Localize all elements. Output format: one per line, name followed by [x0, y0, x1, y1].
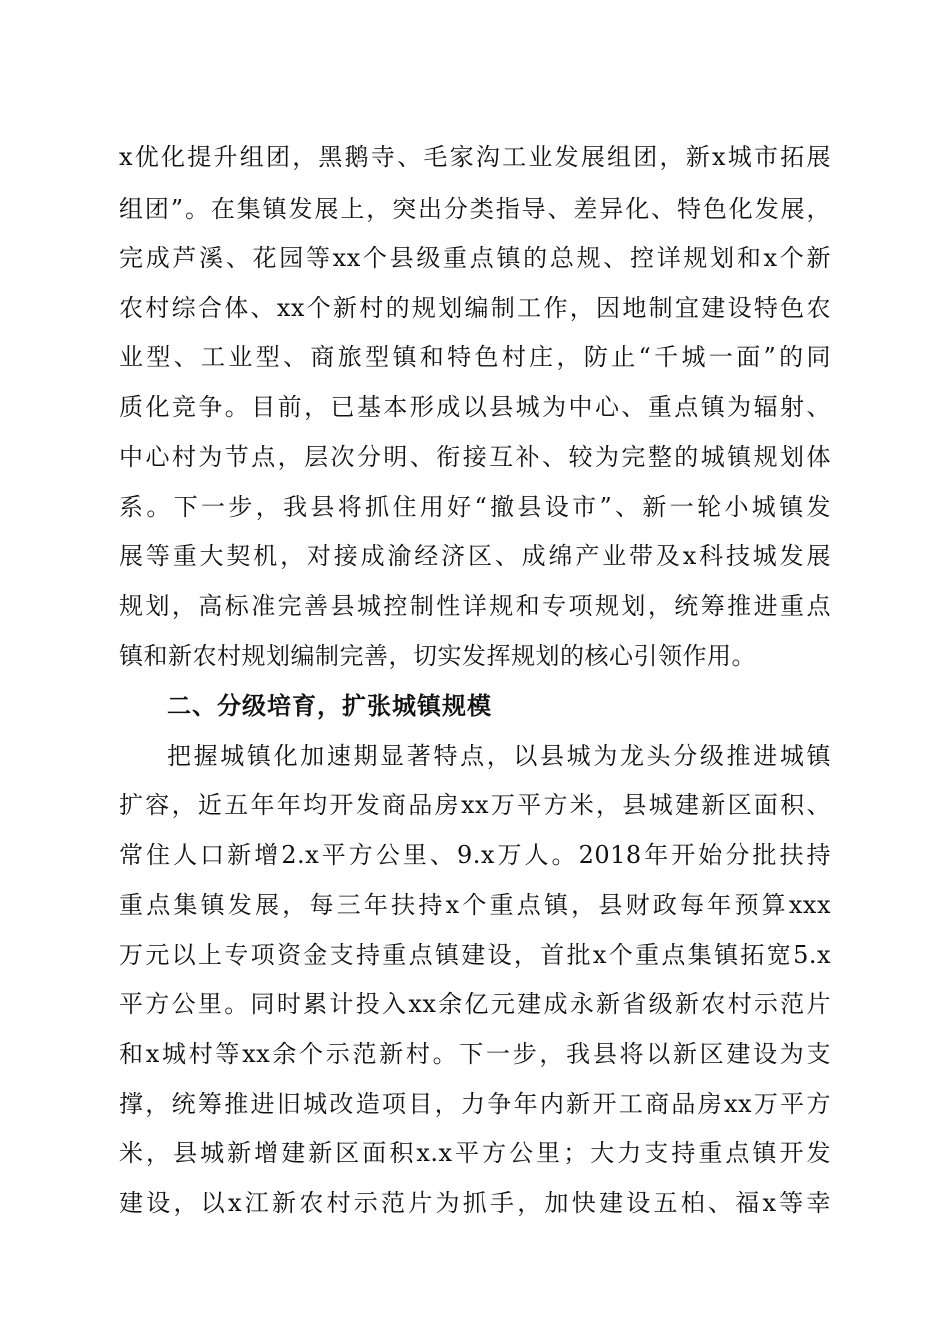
paragraph-1-line: 质化竞争。目前，已基本形成以县城为中心、重点镇为辐射、 — [119, 393, 831, 421]
paragraph-1-line: 展等重大契机，对接成渝经济区、成绵产业带及x科技城发展 — [119, 542, 831, 570]
paragraph-2-line: 平方公里。同时累计投入xx余亿元建成永新省级新农村示范片 — [119, 990, 831, 1018]
paragraph-1-line: 完成芦溪、花园等xx个县级重点镇的总规、控详规划和x个新 — [119, 244, 831, 272]
paragraph-2-line: 米，县城新增建新区面积x.x平方公里；大力支持重点镇开发 — [119, 1139, 831, 1167]
paragraph-2-line: 建设，以x江新农村示范片为抓手，加快建设五柏、福x等幸 — [119, 1189, 831, 1217]
paragraph-2-line: 撑，统筹推进旧城改造项目，力争年内新开工商品房xx万平方 — [119, 1090, 831, 1118]
paragraph-1-line: 中心村为节点，层次分明、衔接互补、较为完整的城镇规划体 — [119, 443, 831, 471]
paragraph-1-line: 业型、工业型、商旅型镇和特色村庄，防止“千城一面”的同 — [119, 343, 831, 371]
paragraph-2-line: 和x城村等xx余个示范新村。下一步，我县将以新区建设为支 — [119, 1040, 831, 1068]
paragraph-1-line: 系。下一步，我县将抓住用好“撤县设市”、新一轮小城镇发 — [119, 493, 831, 521]
paragraph-1-line: x优化提升组团，黑鹅寺、毛家沟工业发展组团，新x城市拓展 — [119, 143, 831, 171]
paragraph-1-line: 农村综合体、xx个新村的规划编制工作，因地制宜建设特色农 — [119, 294, 831, 322]
paragraph-2-line: 常住人口新增2.x平方公里、9.x万人。2018年开始分批扶持 — [119, 841, 831, 869]
paragraph-2-line: 把握城镇化加速期显著特点，以县城为龙头分级推进城镇 — [167, 742, 831, 770]
paragraph-2-line: 重点集镇发展，每三年扶持x个重点镇，县财政每年预算xxx — [119, 891, 831, 919]
paragraph-2-line: 扩容，近五年年均开发商品房xx万平方米，县城建新区面积、 — [119, 791, 831, 819]
section-heading: 二、分级培育，扩张城镇规模 — [167, 692, 492, 720]
paragraph-2-line: 万元以上专项资金支持重点镇建设，首批x个重点集镇拓宽5.x — [119, 941, 831, 969]
paragraph-1-line: 组团”。在集镇发展上，突出分类指导、差异化、特色化发展， — [119, 195, 831, 223]
paragraph-1-line: 规划，高标准完善县城控制性详规和专项规划，统筹推进重点 — [119, 592, 831, 620]
paragraph-1-line: 镇和新农村规划编制完善，切实发挥规划的核心引领作用。 — [119, 642, 756, 670]
